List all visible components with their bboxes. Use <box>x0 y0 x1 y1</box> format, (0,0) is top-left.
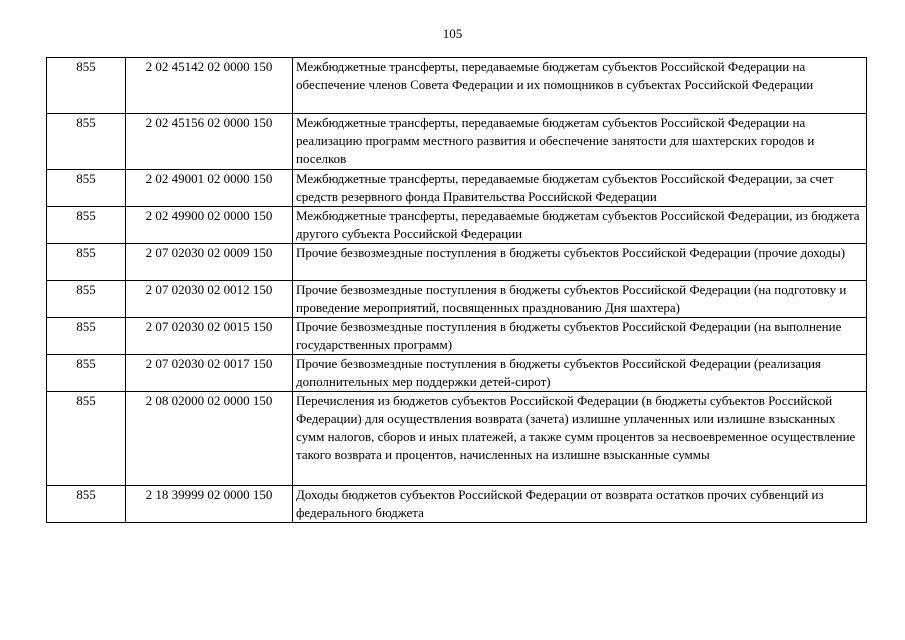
description-cell: Прочие безвозмездные поступления в бюджеты субъектов Российской Федерации (реализация дополнительных мер поддержки детей-сирот) <box>293 355 867 392</box>
admin-code-cell: 855 <box>47 355 126 392</box>
table-row <box>47 244 867 281</box>
revenue-code-cell: 2 02 45156 02 0000 150 <box>126 114 293 170</box>
revenue-code-table <box>46 57 867 523</box>
description-cell: Межбюджетные трансферты, передаваемые бюджетам субъектов Российской Федерации на реализацию программ местного развития и обеспечение занятости для шахтерских городов и поселков <box>293 114 867 170</box>
revenue-code-cell: 2 18 39999 02 0000 150 <box>126 486 293 523</box>
revenue-code-cell: 2 07 02030 02 0015 150 <box>126 318 293 355</box>
revenue-code-cell: 2 07 02030 02 0009 150 <box>126 244 293 281</box>
admin-code-cell: 855 <box>47 281 126 318</box>
table-row <box>47 281 867 318</box>
description-cell: Межбюджетные трансферты, передаваемые бюджетам субъектов Российской Федерации на обеспечение членов Совета Федерации и их помощников в субъектах Российской Федерации <box>293 58 867 114</box>
revenue-code-cell: 2 02 49001 02 0000 150 <box>126 170 293 207</box>
admin-code-cell: 855 <box>47 207 126 244</box>
table-row <box>47 486 867 523</box>
revenue-code-cell: 2 08 02000 02 0000 150 <box>126 392 293 486</box>
revenue-code-cell: 2 02 45142 02 0000 150 <box>126 58 293 114</box>
description-cell: Межбюджетные трансферты, передаваемые бюджетам субъектов Российской Федерации, из бюджета другого субъекта Российской Федерации <box>293 207 867 244</box>
description-cell: Межбюджетные трансферты, передаваемые бюджетам субъектов Российской Федерации, за счет средств резервного фонда Правительства Российской Федерации <box>293 170 867 207</box>
revenue-code-cell: 2 07 02030 02 0017 150 <box>126 355 293 392</box>
admin-code-cell: 855 <box>47 318 126 355</box>
page-number: 105 <box>442 26 463 41</box>
table-row <box>47 392 867 486</box>
description-cell: Прочие безвозмездные поступления в бюджеты субъектов Российской Федерации (на выполнение государственных программ) <box>293 318 867 355</box>
description-cell: Доходы бюджетов субъектов Российской Федерации от возврата остатков прочих субвенций из федерального бюджета <box>293 486 867 523</box>
description-cell: Прочие безвозмездные поступления в бюджеты субъектов Российской Федерации (на подготовку и проведение мероприятий, посвященных празднованию Дня шахтера) <box>293 281 867 318</box>
admin-code-cell: 855 <box>47 486 126 523</box>
revenue-code-cell: 2 07 02030 02 0012 150 <box>126 281 293 318</box>
table-row <box>47 170 867 207</box>
revenue-code-cell: 2 02 49900 02 0000 150 <box>126 207 293 244</box>
admin-code-cell: 855 <box>47 58 126 114</box>
admin-code-cell: 855 <box>47 170 126 207</box>
table-row <box>47 355 867 392</box>
admin-code-cell: 855 <box>47 244 126 281</box>
table-row <box>47 58 867 114</box>
table-row <box>47 114 867 170</box>
table-row <box>47 207 867 244</box>
description-cell: Перечисления из бюджетов субъектов Российской Федерации (в бюджеты субъектов Российской Федерации) для осуществления возврата (зачета) излишне уплаченных или излишне взысканных сумм налогов, сборов и иных платежей, а также сумм процентов за несвоевременное осуществление такого возврата и процентов, начисленных на излишне взысканные суммы <box>293 392 867 486</box>
description-cell: Прочие безвозмездные поступления в бюджеты субъектов Российской Федерации (прочие доходы) <box>293 244 867 281</box>
admin-code-cell: 855 <box>47 114 126 170</box>
table-body <box>47 58 867 523</box>
admin-code-cell: 855 <box>47 392 126 486</box>
table-row <box>47 318 867 355</box>
